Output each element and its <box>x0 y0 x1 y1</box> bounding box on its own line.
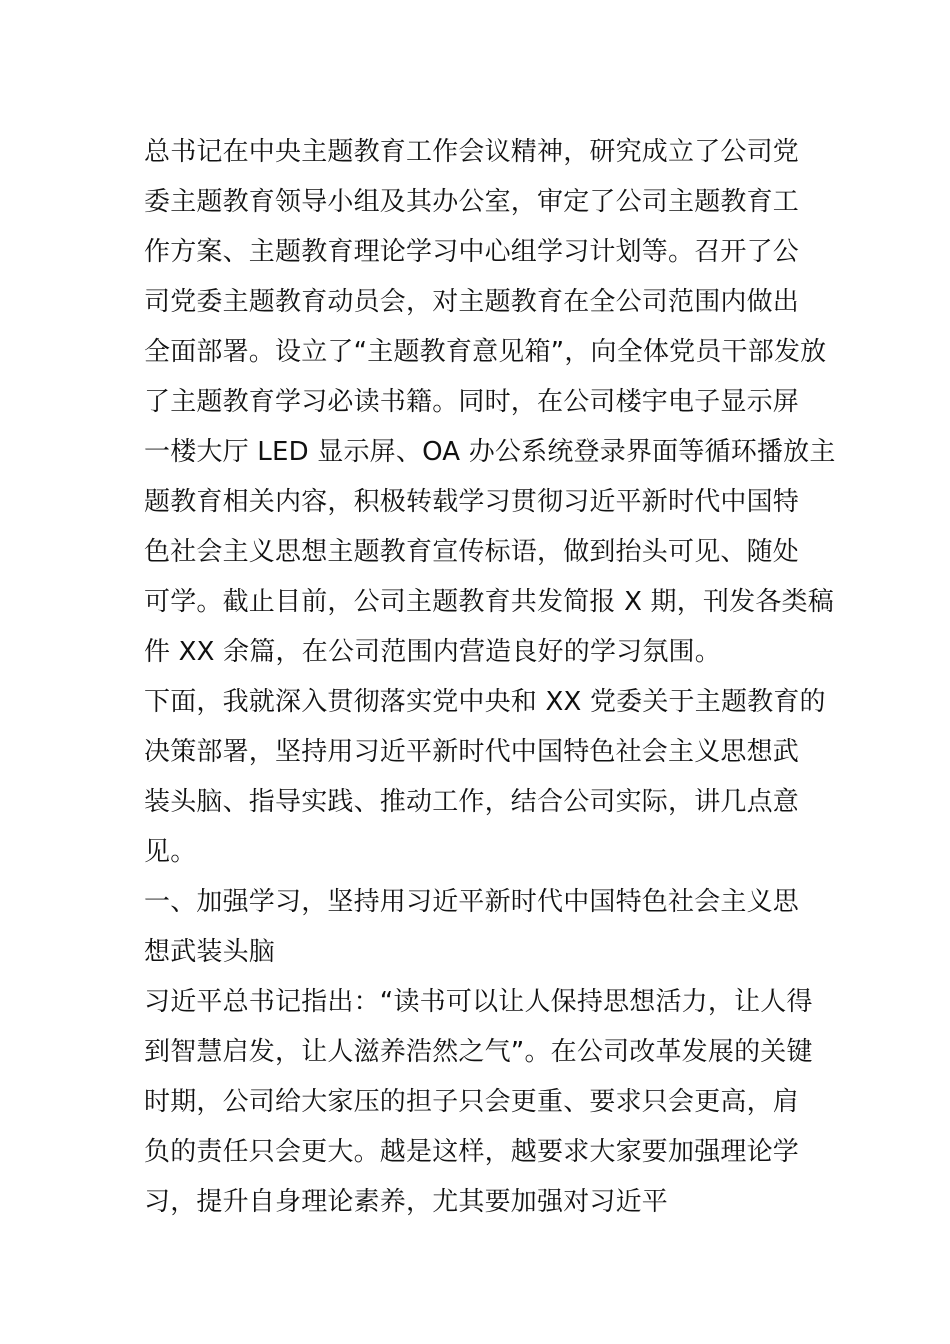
text-line: 作方案、主题教育理论学习中心组学习计划等。召开了公 <box>144 237 800 267</box>
text-line: 可学。截止目前，公司主题教育共发简报 X 期，刊发各类稿 <box>144 587 834 617</box>
text-line: 见。 <box>144 837 197 867</box>
text-line: 习近平总书记指出：“读书可以让人保持思想活力，让人得 <box>144 987 813 1017</box>
text-line: 全面部署。设立了“主题教育意见箱”，向全体党员干部发放 <box>144 337 827 367</box>
text-line: 到智慧启发，让人滋养浩然之气”。在公司改革发展的关键 <box>144 1037 813 1067</box>
text-line: 习，提升自身理论素养，尤其要加强对习近平 <box>144 1187 669 1217</box>
text-line: 下面，我就深入贯彻落实党中央和 XX 党委关于主题教育的 <box>144 687 826 717</box>
text-line: 总书记在中央主题教育工作会议精神，研究成立了公司党 <box>144 137 800 167</box>
text-line: 时期，公司给大家压的担子只会更重、要求只会更高，肩 <box>144 1087 800 1117</box>
text-line: 色社会主义思想主题教育宣传标语，做到抬头可见、随处 <box>144 537 800 567</box>
text-line: 装头脑、指导实践、推动工作，结合公司实际，讲几点意 <box>144 787 800 817</box>
text-line: 委主题教育领导小组及其办公室，审定了公司主题教育工 <box>144 187 800 217</box>
text-line: 题教育相关内容，积极转载学习贯彻习近平新时代中国特 <box>144 487 800 517</box>
text-line: 决策部署，坚持用习近平新时代中国特色社会主义思想武 <box>144 737 800 767</box>
text-line: 一楼大厅 LED 显示屏、OA 办公系统登录界面等循环播放主 <box>144 437 836 467</box>
text-line: 司党委主题教育动员会，对主题教育在全公司范围内做出 <box>144 287 800 317</box>
section-heading: 一、加强学习，坚持用习近平新时代中国特色社会主义思 <box>144 887 800 917</box>
body-text <box>144 127 836 1227</box>
section-heading: 想武装头脑 <box>144 937 276 967</box>
text-line: 负的责任只会更大。越是这样，越要求大家要加强理论学 <box>144 1137 800 1167</box>
text-line: 件 XX 余篇，在公司范围内营造良好的学习氛围。 <box>144 637 721 667</box>
text-line: 了主题教育学习必读书籍。同时，在公司楼宇电子显示屏 <box>144 387 800 417</box>
